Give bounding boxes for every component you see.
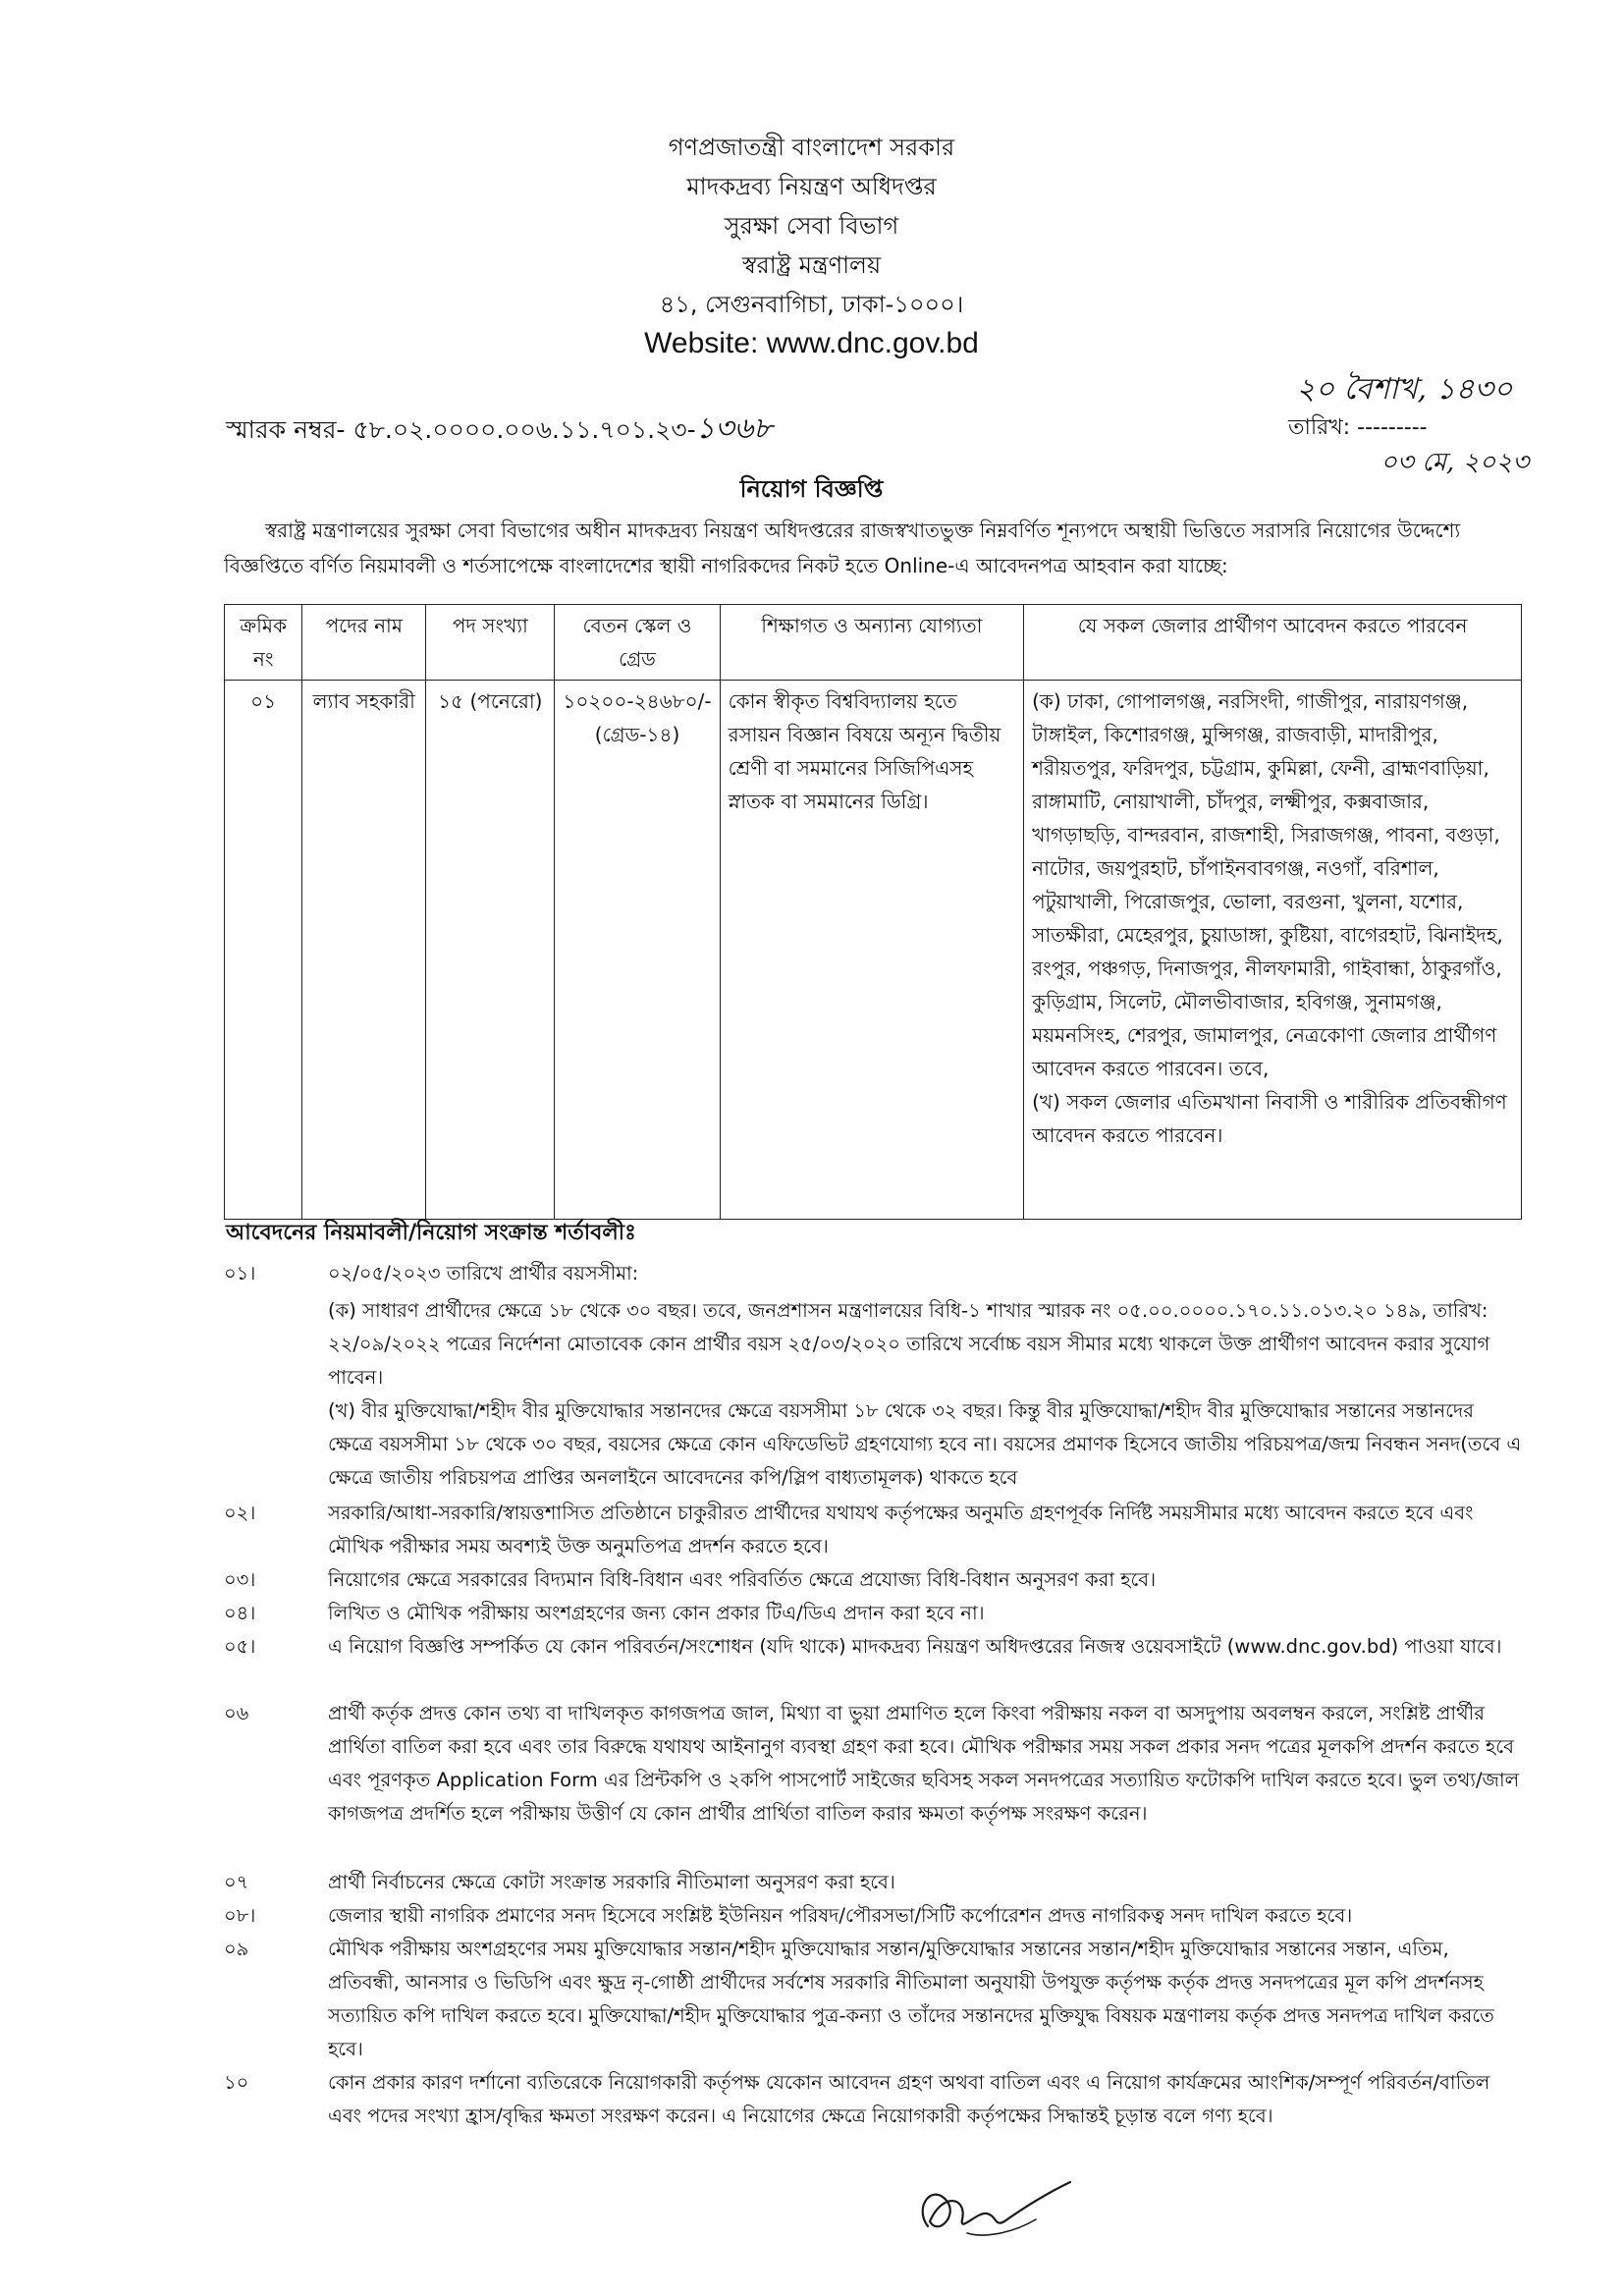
districts-list-a: (ক) ঢাকা, গোপালগঞ্জ, নরসিংদী, গাজীপুর, নারায়ণগঞ্জ, টাঙ্গাইল, কিশোরগঞ্জ, মুন্সিগঞ্জ, রাজবাড়ী, মাদারীপুর, শরীয়তপুর, ফরিদপুর, চট্টগ্রাম, কুমিল্লা, ফেনী, ব্রাহ্মণবাড়িয়া, রাঙ্গামাটি, নোয়াখালী, চাঁদপুর, লক্ষ্মীপুর, কক্সবাজার, খাগড়াছড়ি, বান্দরবান, রাজশাহী, সিরাজগঞ্জ, পাবনা, বগুড়া, নাটোর, জয়পুরহাট, চাঁপাইনবাবগঞ্জ, নওগাঁ, বরিশাল, পটুয়াখালী, পিরোজপুর, ভোলা, বরগুনা, খুলনা, যশোর, সাতক্ষীরা, মেহেরপুর, চুয়াডাঙ্গা, কুষ্টিয়া, বাগেরহাট, ঝিনাইদহ, রংপুর, পঞ্চগড়, দিনাজপুর, নীলফামারী, গাইবান্ধা, ঠাকুরগাঁও, কুড়িগ্রাম, সিলেট, মৌলভীবাজার, হবিগঞ্জ, সুনামগঞ্জ, ময়মনসিংহ, শেরপুর, জামালপুর, নেত্রকোণা জেলার প্রার্থীগণ আবেদন করতে পারবেন। তবে, [1032, 689, 1503, 1080]
date-english: ০৩ মে, ২০২৩ [1380, 448, 1530, 477]
header-line-address: ৪১, সেগুনবাগিচা, ঢাকা-১০০০। [659, 291, 964, 318]
header-line-ministry: স্বরাষ্ট্র মন্ত্রণালয় [741, 251, 882, 279]
header-pay-scale: বেতন স্কেল ও গ্রেড [555, 605, 720, 681]
header-post-name: পদের নাম [302, 605, 426, 681]
posts-table [224, 604, 1522, 1220]
condition-item [224, 1697, 1522, 1831]
cell-serial: ০১ [225, 681, 302, 1220]
condition-text: (খ) বীর মুক্তিযোদ্ধা/শহীদ বীর মুক্তিযোদ্ধার সন্তানদের ক্ষেত্রে বয়সসীমা ১৮ থেকে ৩২ বছর। কিন্তু বীর মুক্তিযোদ্ধা/শহীদ বীর মুক্তিযোদ্ধার সন্তানের সন্তানদের ক্ষেত্রে বয়সসীমা ১৮ থেকে ৩০ বছর, বয়সের ক্ষেত্রে কোন এফিডেভিট গ্রহণযোগ্য হবে না। বয়সের প্রমাণক হিসেবে জাতীয় পরিচয়পত্র/জন্ম নিবন্ধন সনদ(তবে এ ক্ষেত্রে জাতীয় পরিচয়পত্র প্রাপ্তির অনলাইনে আবেদনের কপি/স্লিপ বাধ্যতামূলক) থাকতে হবে [328, 1399, 1522, 1489]
condition-text: নিয়োগের ক্ষেত্রে সরকারের বিদ্যমান বিধি-বিধান এবং পরিবর্তিত ক্ষেত্রে প্রযোজ্য বিধি-বিধান অনুসরণ করা হবে। [328, 1568, 1157, 1591]
condition-item [224, 1497, 1522, 1563]
condition-text: প্রার্থী নির্বাচনের ক্ষেত্রে কোটা সংক্রান্ত সরকারি নীতিমালা অনুসরণ করা হবে। [328, 1871, 895, 1893]
cell-qualification: কোন স্বীকৃত বিশ্ববিদ্যালয় হতে রসায়ন বিজ্ঞান বিষয়ে অন্যূন দ্বিতীয় শ্রেণী বা সমমানের সিজিপিএসহ স্নাতক বা সমমানের ডিগ্রি। [720, 681, 1024, 1220]
condition-item [224, 1257, 1522, 1290]
header-line-division: সুরক্ষা সেবা বিভাগ [724, 212, 899, 240]
condition-text: (ক) সাধারণ প্রার্থীদের ক্ষেত্রে ১৮ থেকে ৩০ বছর। তবে, জনপ্রশাসন মন্ত্রণালয়ের বিধি-১ শাখার স্মারক নং ০৫.০০.০০০০.১৭০.১১.০১৩.২০ ১৪৯, তারিখ: ২২/০৯/২০২২ পত্রের নির্দেশনা মোতাবেক কোন প্রার্থীর বয়স ২৫/০৩/২০২০ তারিখে সর্বোচ্চ বয়স সীমার মধ্যে থাকলে উক্ত প্রার্থীগণ আবেদন করার সুযোগ পাবেন। [328, 1299, 1490, 1389]
date-bangla: ২০ বৈশাখ, ১৪৩০ [1296, 372, 1513, 407]
condition-number: ০৫। [224, 1635, 256, 1658]
memo-label: স্মারক নম্বর- ৫৮.০২.০০০০.০০৬.১১.৭০১.২৩- [226, 415, 696, 444]
header-post-count: পদ সংখ্যা [426, 605, 555, 681]
header-districts: যে সকল জেলার প্রার্থীগণ আবেদন করতে পারবেন [1024, 605, 1522, 681]
date-label: তারিখ: --------- [1288, 415, 1428, 440]
condition-text: প্রার্থী কর্তৃক প্রদত্ত কোন তথ্য বা দাখিলকৃত কাগজপত্র জাল, মিথ্যা বা ভুয়া প্রমাণিত হলে কিংবা পরীক্ষায় নকল বা অসদুপায় অবলম্বন করলে, সংশ্লিষ্ট প্রার্থীর প্রার্থিতা বাতিল করা হবে এবং তার বিরুদ্ধে যথাযথ আইনানুগ ব্যবস্থা গ্রহণ করা হবে। মৌখিক পরীক্ষার সময় সকল প্রকার সনদ পত্রের মূলকপি প্রদর্শন করতে হবে এবং পূরণকৃত Application Form এর প্রিন্টকপি ও ২কপি পাসপোর্ট সাইজের ছবিসহ সকল সনদপত্রের সত্যায়িত ফটোকপি দাখিল করতে হবে। ভুল তথ্য/জাল কাগজপত্র প্রদর্শিত হলে পরীক্ষায় উত্তীর্ণ যে কোন প্রার্থীর প্রার্থিতা বাতিল করার ক্ষমতা কর্তৃপক্ষ সংরক্ষণ করেন। [328, 1702, 1520, 1825]
condition-item [224, 1866, 1522, 1899]
condition-item [224, 1933, 1522, 2066]
memo-reference [226, 405, 773, 455]
conditions-title: আবেদনের নিয়মাবলী/নিয়োগ সংক্রান্ত শর্তাবলীঃ [226, 1221, 636, 1245]
header-line-government: গণপ্রজাতন্ত্রী বাংলাদেশ সরকার [668, 134, 955, 161]
condition-number: ০২। [224, 1502, 256, 1524]
header-qualification: শিক্ষাগত ও অন্যান্য যোগ্যতা [720, 605, 1024, 681]
condition-number: ০৭ [224, 1871, 249, 1893]
districts-list-b: (খ) সকল জেলার এতিমখানা নিবাসী ও শারীরিক প্রতিবন্ধীগণ আবেদন করতে পারবেন। [1032, 1090, 1507, 1147]
condition-item [224, 1394, 1522, 1495]
cell-districts [1024, 681, 1522, 1220]
condition-item [224, 1630, 1522, 1664]
condition-item [224, 1597, 1522, 1630]
notice-intro: স্বরাষ্ট্র মন্ত্রণালয়ের সুরক্ষা সেবা বিভাগের অধীন মাদকদ্রব্য নিয়ন্ত্রণ অধিদপ্তরের রাজস্বখাতভুক্ত নিম্নবর্ণিত শূন্যপদে অস্থায়ী ভিত্তিতে সরাসরি নিয়োগের উদ্দেশ্যে বিজ্ঞপ্তিতে বর্ণিত নিয়মাবলী ও শর্তসাপেক্ষে বাংলাদেশের স্থায়ী নাগরিকদের নিকট হতে Online-এ আবেদনপত্র আহবান করা যাচ্ছে: [224, 519, 1461, 577]
condition-item [224, 1899, 1522, 1933]
signature-icon [908, 2172, 1075, 2251]
cell-post-name: ল্যাব সহকারী [302, 681, 426, 1220]
condition-number: ০৮। [224, 1904, 256, 1927]
condition-number: ০৩। [224, 1568, 256, 1591]
notice-title: নিয়োগ বিজ্ঞপ্তি [739, 475, 884, 503]
condition-number: ০৪। [224, 1602, 256, 1624]
condition-text: মৌখিক পরীক্ষায় অংশগ্রহণের সময় মুক্তিযোদ্ধার সন্তান/শহীদ মুক্তিযোদ্ধার সন্তান/মুক্তিযোদ্ধার সন্তানের সন্তান/শহীদ মুক্তিযোদ্ধার সন্তানের সন্তান, এতিম, প্রতিবন্ধী, আনসার ও ভিডিপি এবং ক্ষুদ্র নৃ-গোষ্ঠী প্রার্থীদের সর্বশেষ সরকারি নীতিমালা অনুযায়ী উপযুক্ত কর্তৃপক্ষ কর্তৃক প্রদত্ত সনদপত্রের মূল কপি প্রদর্শনসহ সত্যায়িত কপি দাখিল করতে হবে। মুক্তিযোদ্ধা/শহীদ মুক্তিযোদ্ধার পুত্র-কন্যা ও তাঁদের সন্তানদের মুক্তিযুদ্ধ বিষয়ক মন্ত্রণালয় কর্তৃক প্রদত্ত সনদপত্র দাখিল করতে হবে। [328, 1938, 1494, 2060]
condition-text: লিখিত ও মৌখিক পরীক্ষায় অংশগ্রহণের জন্য কোন প্রকার টিএ/ডিএ প্রদান করা হবে না। [328, 1602, 985, 1624]
condition-item [224, 1563, 1522, 1597]
table-header-row [225, 605, 1522, 681]
condition-text: জেলার স্থায়ী নাগরিক প্রমাণের সনদ হিসেবে সংশ্লিষ্ট ইউনিয়ন পরিষদ/পৌরসভা/সিটি কর্পোরেশন প্রদত্ত নাগরিকত্ব সনদ দাখিল করতে হবে। [328, 1904, 1353, 1927]
condition-number: ০১। [224, 1262, 256, 1285]
condition-text: সরকারি/আধা-সরকারি/স্বায়ত্তশাসিত প্রতিষ্ঠানে চাকুরীরত প্রার্থীদের যথাযথ কর্তৃপক্ষের অনুমতি গ্রহণপূর্বক নির্দিষ্ট সময়সীমার মধ্যে আবেদন করতে হবে এবং মৌখিক পরীক্ষার সময় অবশ্যই উক্ত অনুমতিপত্র প্রদর্শন করতে হবে। [328, 1502, 1474, 1558]
header-website: Website: www.dnc.gov.bd [644, 327, 979, 359]
cell-pay-scale: ১০২০০-২৪৬৮০/- (গ্রেড-১৪) [555, 681, 720, 1220]
condition-text: ০২/০৫/২০২৩ তারিখে প্রার্থীর বয়সসীমা: [328, 1262, 639, 1285]
condition-text: কোন প্রকার কারণ দর্শানো ব্যতিরেকে নিয়োগকারী কর্তৃপক্ষ যেকোন আবেদন গ্রহণ অথবা বাতিল এবং এ নিয়োগ কার্যক্রমের আংশিক/সম্পূর্ণ পরিবর্তন/বাতিল এবং পদের সংখ্যা হ্রাস/বৃদ্ধির ক্ষমতা সংরক্ষণ করেন। এ নিয়োগের ক্ষেত্রে নিয়োগকারী কর্তৃপক্ষের সিদ্ধান্তই চূড়ান্ত বলে গণ্য হবে। [328, 2071, 1490, 2127]
header-serial: ক্রমিক নং [225, 605, 302, 681]
cell-post-count: ১৫ (পনেরো) [426, 681, 555, 1220]
condition-number: ০৬ [224, 1702, 249, 1724]
memo-number: ১৩৬৮ [695, 411, 773, 446]
table-row [225, 681, 1522, 1220]
header-line-department: মাদকদ্রব্য নিয়ন্ত্রণ অধিদপ্তর [686, 173, 937, 200]
condition-number: ১০ [224, 2071, 249, 2094]
condition-item [224, 1294, 1522, 1394]
condition-item [224, 2066, 1522, 2133]
condition-text: এ নিয়োগ বিজ্ঞপ্তি সম্পর্কিত যে কোন পরিবর্তন/সংশোধন (যদি থাকে) মাদকদ্রব্য নিয়ন্ত্রণ অধিদপ্তরের নিজস্ব ওয়েবসাইটে (www.dnc.gov.bd) পাওয়া যাবে। [328, 1635, 1502, 1658]
condition-number: ০৯ [224, 1938, 249, 1960]
